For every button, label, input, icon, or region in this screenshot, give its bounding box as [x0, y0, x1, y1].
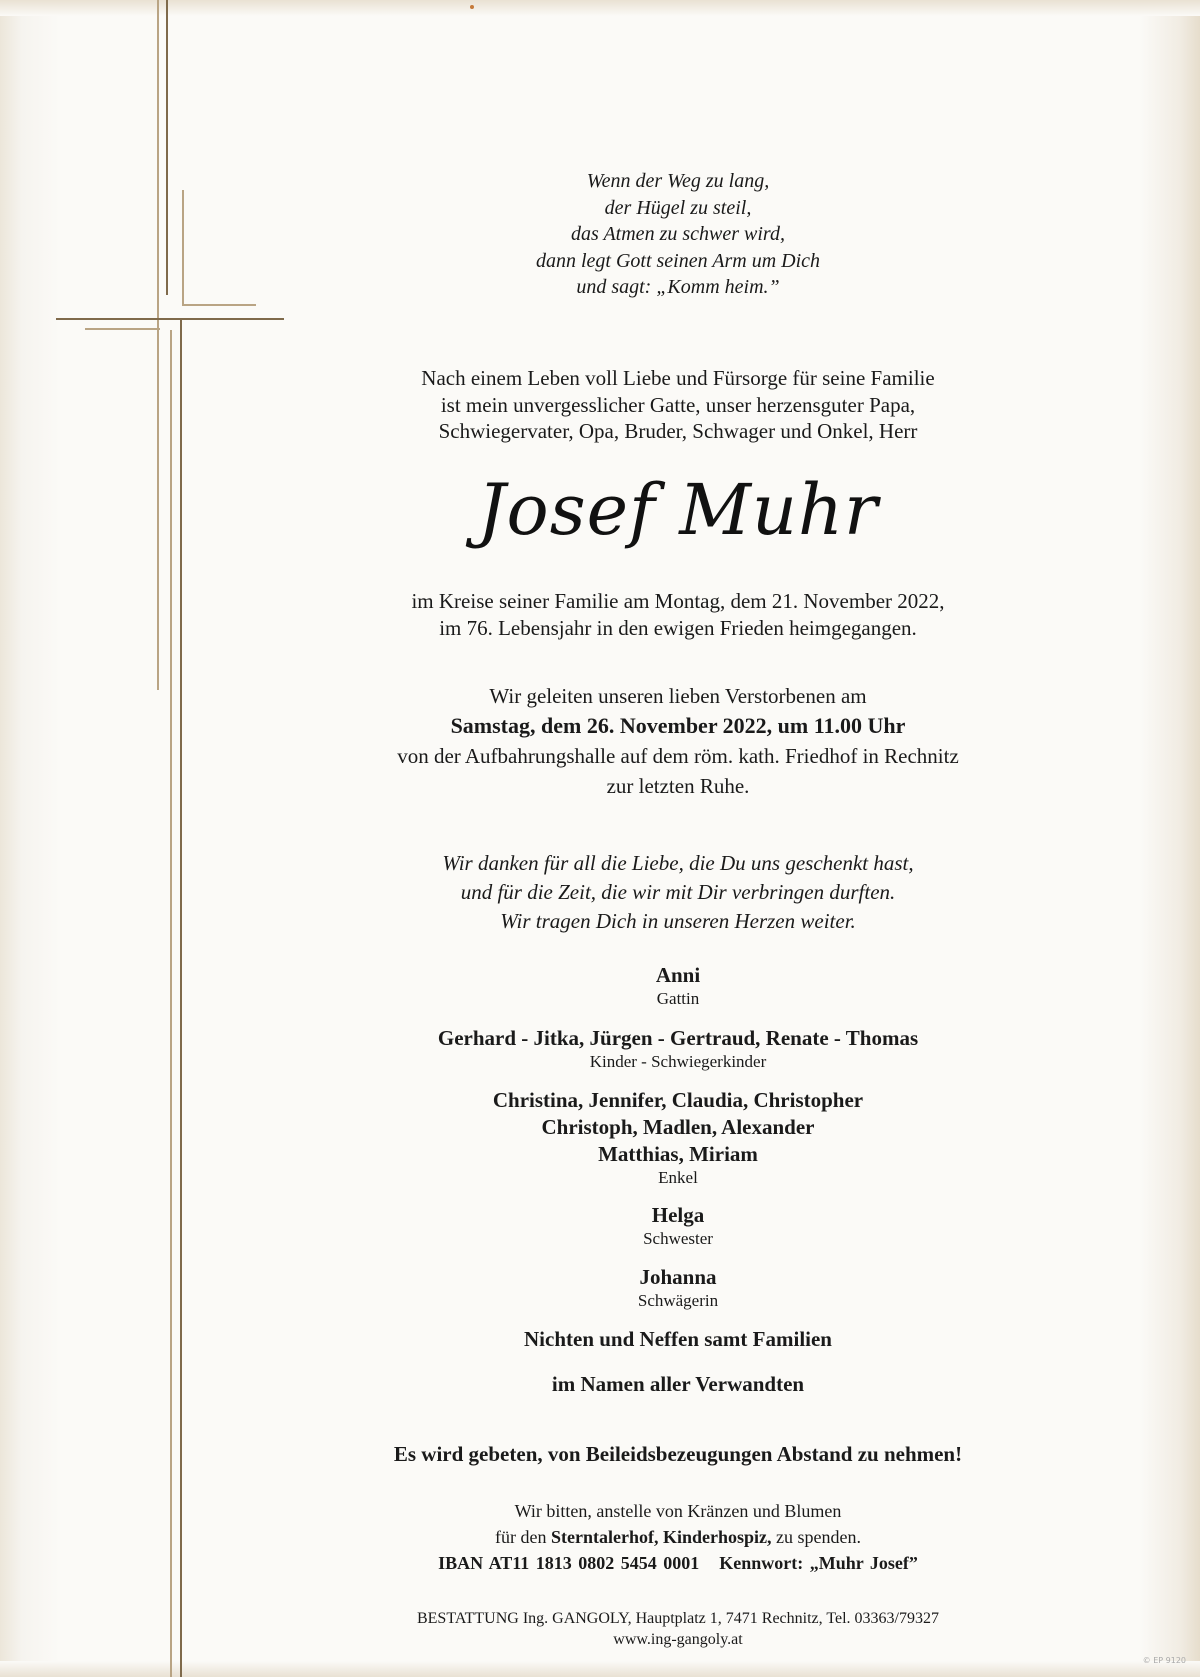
paper-edge-top	[0, 0, 1200, 16]
mourner-spouse	[318, 962, 1038, 1009]
intro-text	[318, 365, 1038, 445]
donation-text: zu spenden.	[771, 1527, 861, 1547]
mourner-name: Gerhard - Jitka, Jürgen - Gertraud, Renate - Thomas	[437, 1026, 919, 1050]
donation-text: für den	[495, 1527, 551, 1547]
mourner-children	[318, 1025, 1038, 1072]
undertaker-website: www.ing-gangoly.at	[613, 1631, 743, 1648]
mourner-sister-in-law	[318, 1264, 1038, 1311]
poem	[318, 168, 1038, 301]
undertaker-address: BESTATTUNG Ing. GANGOLY, Hauptplatz 1, 7471 Rechnitz, Tel. 03363/79327	[416, 1610, 939, 1627]
funeral-info	[318, 681, 1038, 801]
poem-line: das Atmen zu schwer wird,	[571, 223, 785, 245]
mourner-name: Christina, Jennifer, Claudia, Christopher	[492, 1088, 864, 1112]
cross-line	[180, 318, 182, 1677]
mourner-name: Anni	[655, 963, 701, 987]
cross-line	[182, 190, 184, 305]
cross-line	[157, 0, 159, 690]
mourner-name: Helga	[651, 1203, 705, 1227]
poem-line: Wenn der Weg zu lang,	[586, 170, 770, 192]
cross-line	[56, 318, 284, 320]
cross-line	[166, 0, 168, 295]
deceased-name: Josef Muhr	[477, 469, 879, 551]
mourner-name: Nichten und Neffen samt Familien	[524, 1327, 832, 1351]
decorative-dot	[470, 5, 474, 9]
cross-line	[85, 328, 160, 330]
copyright: © EP 9120	[1142, 1656, 1186, 1665]
mourner-name: Matthias, Miriam	[598, 1142, 758, 1166]
mourner-relation: Schwester	[643, 1229, 713, 1248]
mourner-nieces-nephews	[318, 1326, 1038, 1353]
passing-line: im Kreise seiner Familie am Montag, dem 21. November 2022,	[411, 589, 945, 613]
intro-line: Schwiegervater, Opa, Bruder, Schwager und Onkel, Herr	[438, 419, 918, 443]
iban: IBAN AT11 1813 0802 5454 0001	[438, 1553, 700, 1573]
mourner-name: im Namen aller Verwandten	[551, 1372, 805, 1396]
funeral-line: Wir geleiten unseren lieben Verstorbenen am	[489, 684, 867, 708]
cross-line	[170, 330, 172, 1677]
donation-line	[318, 1524, 1038, 1550]
donation-line: Wir bitten, anstelle von Kränzen und Blumen	[514, 1501, 842, 1521]
mourner-relatives	[318, 1371, 1038, 1398]
thanks-line: Wir tragen Dich in unseren Herzen weiter.	[500, 909, 856, 933]
thanks-line: und für die Zeit, die wir mit Dir verbringen durften.	[460, 880, 896, 904]
funeral-line: zur letzten Ruhe.	[606, 774, 750, 798]
poem-line: der Hügel zu steil,	[604, 196, 752, 219]
mourner-sister	[318, 1202, 1038, 1249]
mourner-grandchildren	[318, 1087, 1038, 1188]
funeral-location: von der Aufbahrungshalle auf dem röm. kath. Friedhof in Rechnitz	[397, 744, 959, 768]
poem-line: und sagt: „Komm heim.”	[576, 276, 780, 298]
condolence-notice: Es wird gebeten, von Beileidsbezeugungen Abstand zu nehmen!	[393, 1442, 963, 1466]
passing-text	[318, 588, 1038, 642]
mourner-relation: Enkel	[658, 1168, 698, 1187]
undertaker-info	[298, 1608, 1058, 1650]
passing-line: im 76. Lebensjahr in den ewigen Frieden heimgegangen.	[439, 616, 917, 640]
funeral-date: Samstag, dem 26. November 2022, um 11.00 Uhr	[450, 713, 906, 738]
intro-line: ist mein unvergesslicher Gatte, unser herzensguter Papa,	[440, 392, 916, 417]
charity-name: Sterntalerhof, Kinderhospiz,	[551, 1527, 772, 1547]
poem-line: dann legt Gott seinen Arm um Dich	[535, 249, 821, 272]
mourner-name: Christoph, Madlen, Alexander	[541, 1115, 815, 1139]
mourner-name: Johanna	[639, 1265, 717, 1289]
bank-details	[318, 1550, 1038, 1576]
mourner-relation: Gattin	[656, 989, 700, 1008]
intro-line: Nach einem Leben voll Liebe und Fürsorge für seine Familie	[421, 366, 935, 390]
thanks-text	[318, 849, 1038, 936]
cross-line	[182, 304, 256, 306]
donation-info	[318, 1498, 1038, 1576]
thanks-line: Wir danken für all die Liebe, die Du uns geschenkt hast,	[442, 851, 914, 875]
keyword: Kennwort: „Muhr Josef”	[719, 1553, 918, 1573]
mourner-relation: Kinder - Schwiegerkinder	[589, 1052, 767, 1071]
mourner-relation: Schwägerin	[637, 1291, 719, 1310]
